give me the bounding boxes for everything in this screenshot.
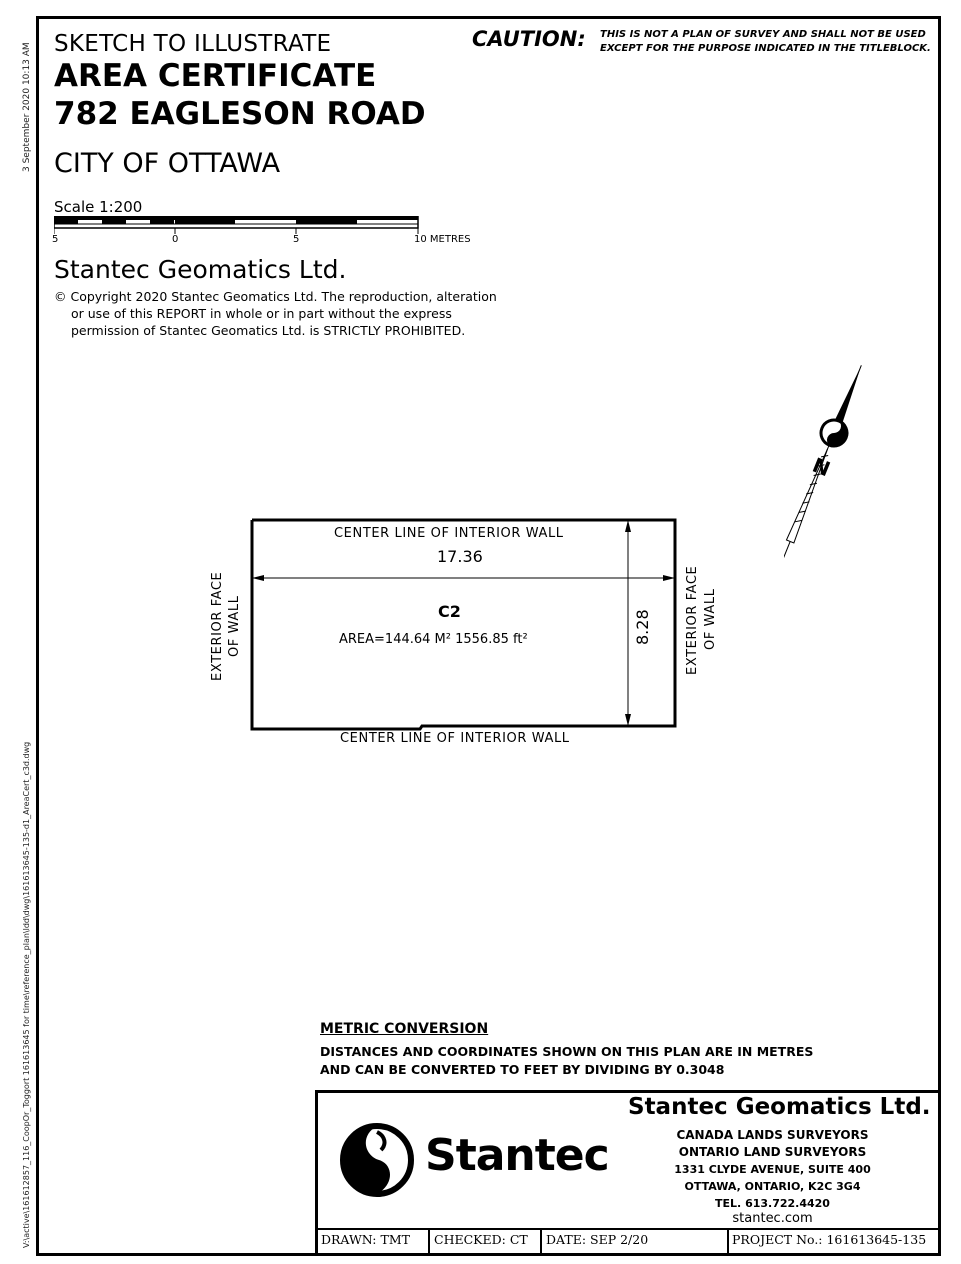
copyright-line-3: permission of Stantec Geomatics Ltd. is STRICTLY PROHIBITED. — [71, 323, 466, 338]
titleblock-line-1: CANADA LANDS SURVEYORS — [676, 1128, 869, 1142]
titleblock-line-2: ONTARIO LAND SURVEYORS — [678, 1145, 867, 1159]
caution-label: CAUTION: — [472, 27, 586, 51]
company-name: Stantec Geomatics Ltd. — [54, 255, 347, 284]
width-dimension: 17.36 — [437, 547, 483, 566]
area-certificate-title: AREA CERTIFICATE — [54, 58, 377, 94]
left-wall-label-1: EXTERIOR FACE — [210, 571, 225, 681]
stantec-wordmark: Stantec — [425, 1130, 609, 1181]
scale-tick-0: 0 — [172, 234, 179, 245]
cell-divider-2 — [540, 1228, 542, 1254]
copyright-line-2: or use of this REPORT in whole or in part without the express — [71, 306, 452, 321]
area-label: AREA=144.64 M² 1556.85 ft² — [339, 632, 528, 647]
scale-label: Scale 1:200 — [54, 198, 143, 216]
scale-tick-10: 10 METRES — [414, 234, 471, 245]
left-wall-label-2: OF WALL — [227, 595, 242, 657]
unit-plan-drawing — [240, 510, 700, 740]
caution-line-2: EXCEPT FOR THE PURPOSE INDICATED IN THE TITLEBLOCK. — [600, 43, 931, 54]
titleblock-details — [630, 1127, 915, 1212]
bottom-wall-label: CENTER LINE OF INTERIOR WALL — [340, 731, 570, 746]
stantec-logo-icon — [339, 1122, 415, 1198]
caution-note — [600, 28, 931, 56]
top-wall-label: CENTER LINE OF INTERIOR WALL — [334, 526, 564, 541]
scale-bar — [54, 216, 424, 234]
cell-divider-1 — [428, 1228, 430, 1254]
unit-name: C2 — [438, 602, 461, 621]
right-wall-label-1: EXTERIOR FACE — [685, 565, 700, 675]
sketch-title: SKETCH TO ILLUSTRATE — [54, 31, 332, 57]
cell-divider-3 — [727, 1228, 729, 1254]
height-dimension: 8.28 — [633, 609, 652, 645]
titleblock-company: Stantec Geomatics Ltd. — [628, 1094, 931, 1120]
right-wall-label-2: OF WALL — [703, 588, 718, 650]
scale-tick-5-right: 5 — [293, 234, 300, 245]
copyright-line-1: © Copyright 2020 Stantec Geomatics Ltd. The reproduction, alteration — [54, 289, 497, 304]
checked-by: CHECKED: CT — [434, 1232, 528, 1247]
scale-tick-5-left: 5 — [52, 234, 59, 245]
north-label: N — [809, 452, 834, 482]
drawn-by: DRAWN: TMT — [321, 1232, 410, 1247]
timestamp-label: 3 September 2020 10:13 AM — [22, 42, 32, 172]
file-path-label: V:\active\161612857_116_CoopOr_Toggort 161613645 for time\reference_plan\ldd\dwg\161613645-135-d1_AreaCert_c3d.dwg — [22, 741, 31, 1248]
metric-line-2: AND CAN BE CONVERTED TO FEET BY DIVIDING BY 0.3048 — [320, 1062, 725, 1077]
metric-line-1: DISTANCES AND COORDINATES SHOWN ON THIS PLAN ARE IN METRES — [320, 1044, 814, 1059]
project-number: PROJECT No.: 161613645-135 — [732, 1232, 927, 1247]
copyright-notice — [54, 288, 497, 339]
metric-conversion-text — [320, 1043, 813, 1079]
caution-line-1: THIS IS NOT A PLAN OF SURVEY AND SHALL NOT BE USED — [600, 29, 926, 40]
metric-conversion-title: METRIC CONVERSION — [320, 1021, 489, 1037]
drawing-date: DATE: SEP 2/20 — [546, 1232, 649, 1247]
titleblock-website: stantec.com — [732, 1211, 813, 1226]
titleblock-line-3: 1331 CLYDE AVENUE, SUITE 400 — [674, 1163, 871, 1176]
city-label: CITY OF OTTAWA — [54, 148, 281, 179]
titleblock-line-5: TEL. 613.722.4420 — [715, 1197, 830, 1210]
address-title: 782 EAGLESON ROAD — [54, 96, 426, 132]
titleblock-line-4: OTTAWA, ONTARIO, K2C 3G4 — [684, 1180, 861, 1193]
